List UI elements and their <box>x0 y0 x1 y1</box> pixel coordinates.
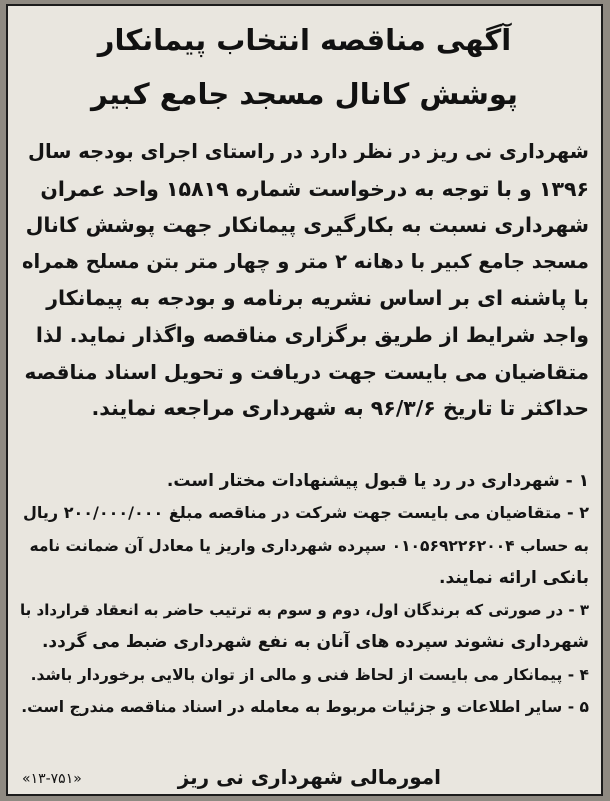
body-line: متقاضیان می بایست جهت دریافت و تحویل اسناد مناقصه <box>24 359 589 384</box>
condition-line: ۳ - در صورتی که برندگان اول، دوم و سوم به ترتیب حاضر به انعقاد قرارداد با <box>20 601 589 620</box>
notice-sheet <box>6 4 603 796</box>
notice-title: آگهی مناقصه انتخاب پیمانکار <box>97 23 512 57</box>
condition-line: ۲ - متقاضیان می بایست جهت شرکت در مناقصه مبلغ ۲۰۰/۰۰۰/۰۰۰ ریال <box>23 503 589 523</box>
body-line: حداکثر تا تاریخ ۹۶/۳/۶ به شهرداری مراجعه نمایند. <box>91 396 589 421</box>
body-line: با پاشنه ای بر اساس نشریه برنامه و بودجه به پیمانکار <box>46 286 589 311</box>
condition-line: ۱ - شهرداری در رد یا قبول پیشنهادات مختار است. <box>166 471 589 491</box>
condition-line: ۵ - سایر اطلاعات و جزئیات مربوط به معامله در اسناد مناقصه مندرج است. <box>21 698 589 717</box>
condition-line: شهرداری نشوند سپرده های آنان به نفع شهرداری ضبط می گردد. <box>41 632 589 653</box>
conditions-list <box>20 465 589 723</box>
ad-code: «۱۳-۷۵۱» <box>22 771 82 787</box>
condition-line: بانکی ارائه نمایند. <box>439 567 589 588</box>
condition-line: ۴ - پیمانکار می بایست از لحاظ فنی و مالی از توان بالایی برخوردار باشد. <box>30 665 589 684</box>
body-line: ۱۳۹۶ و با توجه به درخواست شماره ۱۵۸۱۹ واحد عمران <box>40 176 589 201</box>
body-line: شهرداری نسبت به بکارگیری پیمانکار جهت پوشش کانال <box>25 213 589 238</box>
body-line: واجد شرایط از طریق برگزاری مناقصه واگذار نماید. لذا <box>35 322 589 347</box>
condition-line: به حساب ۰۱۰۵۶۹۲۲۶۲۰۰۴ سپرده شهرداری واریز یا معادل آن ضمانت نامه <box>29 536 589 555</box>
notice-body <box>20 134 589 427</box>
notice-subtitle: پوشش کانال مسجد جامع کبیر <box>91 77 518 111</box>
body-line: شهرداری نی ریز در نظر دارد در راستای اجرای بودجه سال <box>28 140 589 163</box>
body-line: مسجد جامع کبیر با دهانه ۲ متر و چهار متر بتن مسلح همراه <box>21 249 589 273</box>
signature: امورمالی شهرداری نی ریز <box>177 765 441 789</box>
